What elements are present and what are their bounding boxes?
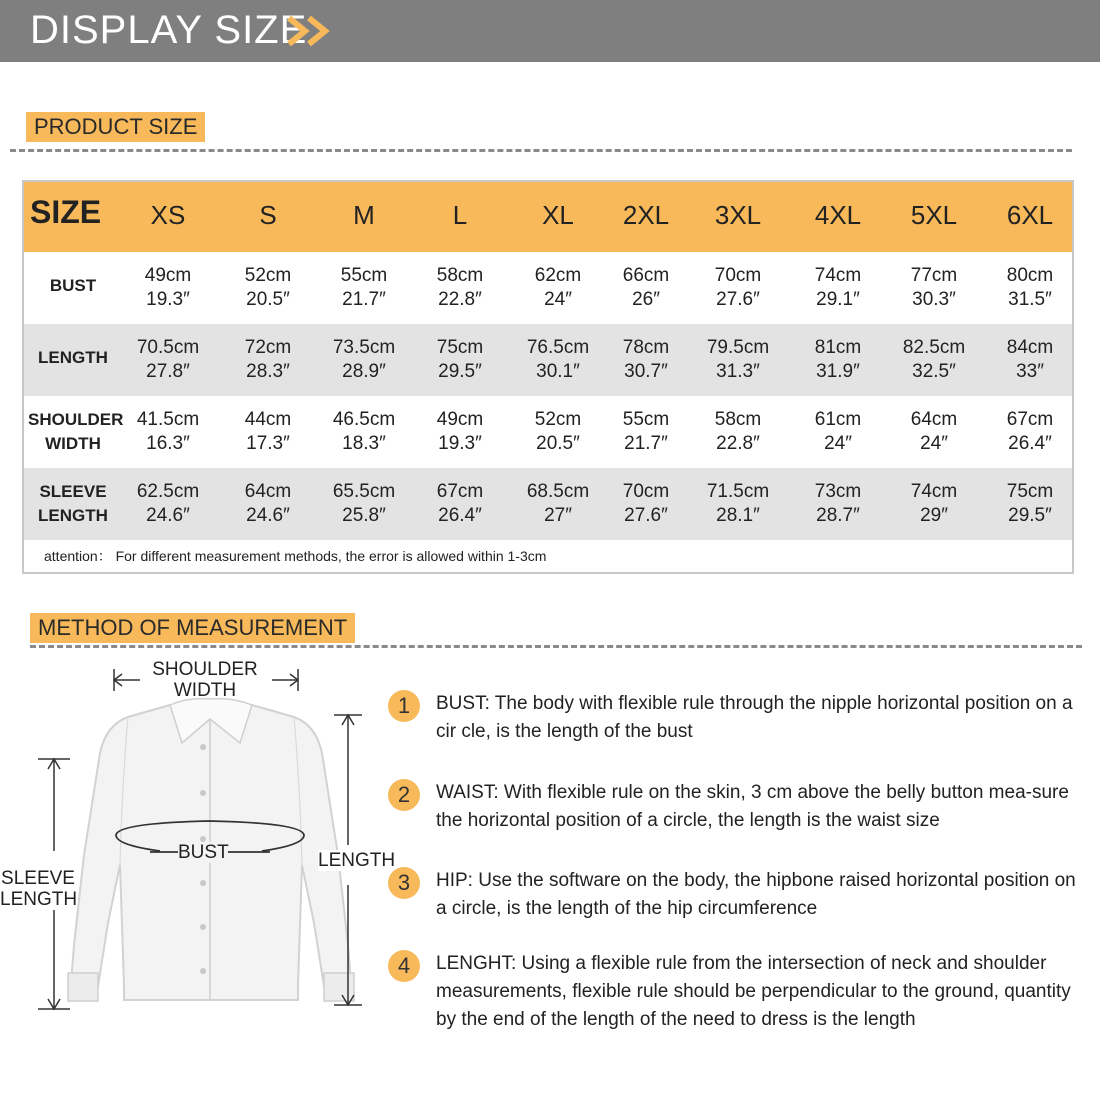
cm-value: 75cm bbox=[436, 337, 484, 358]
inch-value: 21.7″ bbox=[624, 433, 668, 454]
table-cell bbox=[514, 264, 602, 312]
size-header-6xl: 6XL bbox=[1006, 200, 1054, 230]
inch-value: 18.3″ bbox=[342, 433, 386, 454]
step-bust bbox=[388, 690, 1088, 750]
table-cell bbox=[602, 336, 690, 384]
table-row bbox=[24, 324, 1072, 396]
cm-value: 64cm bbox=[244, 481, 292, 502]
table-cell bbox=[320, 336, 408, 384]
cm-value: 58cm bbox=[436, 265, 484, 286]
size-header-xl: XL bbox=[542, 200, 574, 230]
cm-value: 46.5cm bbox=[332, 409, 396, 430]
table-cell bbox=[416, 408, 504, 456]
table-cell bbox=[602, 480, 690, 528]
cm-value: 64cm bbox=[910, 409, 958, 430]
row-label-line: WIDTH bbox=[45, 434, 101, 453]
table-cell bbox=[320, 408, 408, 456]
section-divider bbox=[10, 149, 1072, 152]
cm-value: 49cm bbox=[436, 409, 484, 430]
cm-value: 68.5cm bbox=[526, 481, 590, 502]
table-cell bbox=[890, 336, 978, 384]
step-number-badge: 1 bbox=[388, 690, 420, 722]
cm-value: 62.5cm bbox=[136, 481, 200, 502]
inch-value: 29″ bbox=[920, 505, 948, 526]
step-text: BUST: The body with flexible rule through the nipple horizontal position on a cir cle, is the length of the bust bbox=[436, 693, 1073, 742]
table-cell bbox=[514, 480, 602, 528]
inch-value: 25.8″ bbox=[342, 505, 386, 526]
inch-value: 17.3″ bbox=[246, 433, 290, 454]
size-column-header: SIZE bbox=[30, 194, 102, 230]
inch-value: 28.7″ bbox=[816, 505, 860, 526]
length-label: LENGTH bbox=[318, 850, 396, 871]
table-cell bbox=[224, 336, 312, 384]
row-label-line: SHOULDER bbox=[28, 410, 124, 429]
row-label-line: LENGTH bbox=[38, 506, 108, 525]
cm-value: 80cm bbox=[1006, 265, 1054, 286]
row-label-line: SLEEVE bbox=[39, 482, 107, 501]
inch-value: 24″ bbox=[824, 433, 852, 454]
step-hip bbox=[388, 867, 1088, 927]
product-size-label: PRODUCT SIZE bbox=[26, 112, 205, 142]
inch-value: 31.9″ bbox=[816, 361, 860, 382]
cm-value: 66cm bbox=[622, 265, 670, 286]
inch-value: 19.3″ bbox=[146, 289, 190, 310]
inch-value: 31.3″ bbox=[716, 361, 760, 382]
cm-value: 76.5cm bbox=[526, 337, 590, 358]
table-cell bbox=[986, 264, 1074, 312]
section-divider bbox=[30, 645, 1082, 648]
table-cell bbox=[224, 480, 312, 528]
method-of-measurement-label: METHOD OF MEASUREMENT bbox=[30, 613, 355, 643]
step-length bbox=[388, 950, 1088, 1040]
table-row bbox=[24, 252, 1072, 324]
cm-value: 77cm bbox=[910, 265, 958, 286]
inch-value: 24.6″ bbox=[146, 505, 190, 526]
row-label bbox=[28, 346, 118, 370]
table-cell bbox=[124, 264, 212, 312]
table-cell bbox=[514, 336, 602, 384]
table-cell bbox=[224, 408, 312, 456]
cm-value: 58cm bbox=[714, 409, 762, 430]
table-cell bbox=[890, 264, 978, 312]
size-header-xs: XS bbox=[150, 200, 186, 230]
size-header-s: S bbox=[259, 200, 277, 230]
size-header-4xl: 4XL bbox=[814, 200, 862, 230]
inch-value: 33″ bbox=[1016, 361, 1044, 382]
inch-value: 28.9″ bbox=[342, 361, 386, 382]
inch-value: 20.5″ bbox=[246, 289, 290, 310]
table-cell bbox=[124, 408, 212, 456]
cm-value: 52cm bbox=[534, 409, 582, 430]
sleeve-length-label: SLEEVE LENGTH bbox=[0, 868, 78, 910]
cm-value: 79.5cm bbox=[706, 337, 770, 358]
table-cell bbox=[224, 264, 312, 312]
shoulder-width-label: SHOULDER WIDTH bbox=[152, 659, 258, 701]
row-label bbox=[28, 408, 124, 456]
page-title: DISPLAY SIZE bbox=[30, 8, 308, 52]
size-header-m: M bbox=[353, 200, 375, 230]
step-waist bbox=[388, 779, 1088, 839]
table-cell bbox=[794, 264, 882, 312]
cm-value: 44cm bbox=[244, 409, 292, 430]
table-cell bbox=[124, 336, 212, 384]
step-number-badge: 2 bbox=[388, 779, 420, 811]
bust-label: BUST bbox=[178, 842, 229, 863]
header-banner bbox=[0, 0, 1100, 62]
inch-value: 24″ bbox=[920, 433, 948, 454]
table-cell bbox=[416, 336, 504, 384]
cm-value: 84cm bbox=[1006, 337, 1054, 358]
step-text: WAIST: With flexible rule on the skin, 3 cm above the belly button mea-sure the horizontal position of a circle, the length is the waist size bbox=[436, 782, 1069, 831]
cm-value: 71.5cm bbox=[706, 481, 770, 502]
inch-value: 22.8″ bbox=[438, 289, 482, 310]
row-label bbox=[28, 274, 118, 298]
table-cell bbox=[794, 336, 882, 384]
inch-value: 21.7″ bbox=[342, 289, 386, 310]
inch-value: 22.8″ bbox=[716, 433, 760, 454]
inch-value: 24″ bbox=[544, 289, 572, 310]
inch-value: 29.1″ bbox=[816, 289, 860, 310]
inch-value: 26.4″ bbox=[438, 505, 482, 526]
inch-value: 27″ bbox=[544, 505, 572, 526]
cm-value: 70cm bbox=[714, 265, 762, 286]
inch-value: 29.5″ bbox=[438, 361, 482, 382]
table-cell bbox=[986, 480, 1074, 528]
table-cell bbox=[986, 408, 1074, 456]
table-cell bbox=[694, 408, 782, 456]
cm-value: 70cm bbox=[622, 481, 670, 502]
inch-value: 20.5″ bbox=[536, 433, 580, 454]
table-cell bbox=[124, 480, 212, 528]
table-cell bbox=[694, 336, 782, 384]
inch-value: 27.8″ bbox=[146, 361, 190, 382]
inch-value: 28.1″ bbox=[716, 505, 760, 526]
inch-value: 28.3″ bbox=[246, 361, 290, 382]
table-cell bbox=[416, 264, 504, 312]
cm-value: 70.5cm bbox=[136, 337, 200, 358]
inch-value: 27.6″ bbox=[624, 505, 668, 526]
double-chevron-right-icon bbox=[285, 14, 341, 48]
cm-value: 55cm bbox=[622, 409, 670, 430]
table-cell bbox=[890, 480, 978, 528]
inch-value: 31.5″ bbox=[1008, 289, 1052, 310]
table-cell bbox=[890, 408, 978, 456]
size-header-l: L bbox=[452, 200, 468, 230]
table-cell bbox=[602, 264, 690, 312]
cm-value: 52cm bbox=[244, 265, 292, 286]
table-cell bbox=[986, 336, 1074, 384]
cm-value: 41.5cm bbox=[136, 409, 200, 430]
inch-value: 30.1″ bbox=[536, 361, 580, 382]
cm-value: 65.5cm bbox=[332, 481, 396, 502]
inch-value: 16.3″ bbox=[146, 433, 190, 454]
cm-value: 82.5cm bbox=[902, 337, 966, 358]
cm-value: 74cm bbox=[814, 265, 862, 286]
cm-value: 49cm bbox=[144, 265, 192, 286]
table-cell bbox=[602, 408, 690, 456]
table-row bbox=[24, 468, 1072, 540]
step-text: LENGHT: Using a flexible rule from the intersection of neck and shoulder measurements, flexible rule should be perpendicular to the ground, quantity by the end of the length of the need to dress is the length bbox=[436, 953, 1071, 1030]
cm-value: 75cm bbox=[1006, 481, 1054, 502]
cm-value: 72cm bbox=[244, 337, 292, 358]
measurement-note: attention： For different measurement methods, the error is allowed within 1-3cm bbox=[44, 548, 547, 564]
row-label-line: BUST bbox=[49, 276, 97, 295]
step-text: HIP: Use the software on the body, the hipbone raised horizontal position on a circle, is the length of the hip circumference bbox=[436, 870, 1076, 919]
size-header-3xl: 3XL bbox=[714, 200, 762, 230]
cm-value: 67cm bbox=[436, 481, 484, 502]
table-cell bbox=[320, 264, 408, 312]
row-label-line: LENGTH bbox=[38, 348, 108, 367]
inch-value: 19.3″ bbox=[438, 433, 482, 454]
cm-value: 67cm bbox=[1006, 409, 1054, 430]
inch-value: 27.6″ bbox=[716, 289, 760, 310]
step-number-badge: 3 bbox=[388, 867, 420, 899]
inch-value: 30.3″ bbox=[912, 289, 956, 310]
table-cell bbox=[320, 480, 408, 528]
row-label bbox=[28, 480, 118, 528]
cm-value: 73.5cm bbox=[332, 337, 396, 358]
cm-value: 81cm bbox=[814, 337, 862, 358]
cm-value: 62cm bbox=[534, 265, 582, 286]
shirt-diagram bbox=[0, 655, 396, 1100]
inch-value: 24.6″ bbox=[246, 505, 290, 526]
cm-value: 55cm bbox=[340, 265, 388, 286]
size-table-header bbox=[24, 182, 1072, 252]
table-cell bbox=[694, 480, 782, 528]
cm-value: 73cm bbox=[814, 481, 862, 502]
table-cell bbox=[416, 480, 504, 528]
table-cell bbox=[694, 264, 782, 312]
cm-value: 78cm bbox=[622, 337, 670, 358]
table-cell bbox=[794, 408, 882, 456]
inch-value: 26″ bbox=[632, 289, 660, 310]
table-row bbox=[24, 396, 1072, 468]
inch-value: 32.5″ bbox=[912, 361, 956, 382]
step-number-badge: 4 bbox=[388, 950, 420, 982]
inch-value: 26.4″ bbox=[1008, 433, 1052, 454]
cm-value: 61cm bbox=[814, 409, 862, 430]
size-header-2xl: 2XL bbox=[622, 200, 670, 230]
size-header-5xl: 5XL bbox=[910, 200, 958, 230]
inch-value: 29.5″ bbox=[1008, 505, 1052, 526]
size-table bbox=[22, 180, 1074, 574]
table-cell bbox=[514, 408, 602, 456]
cm-value: 74cm bbox=[910, 481, 958, 502]
inch-value: 30.7″ bbox=[624, 361, 668, 382]
table-cell bbox=[794, 480, 882, 528]
